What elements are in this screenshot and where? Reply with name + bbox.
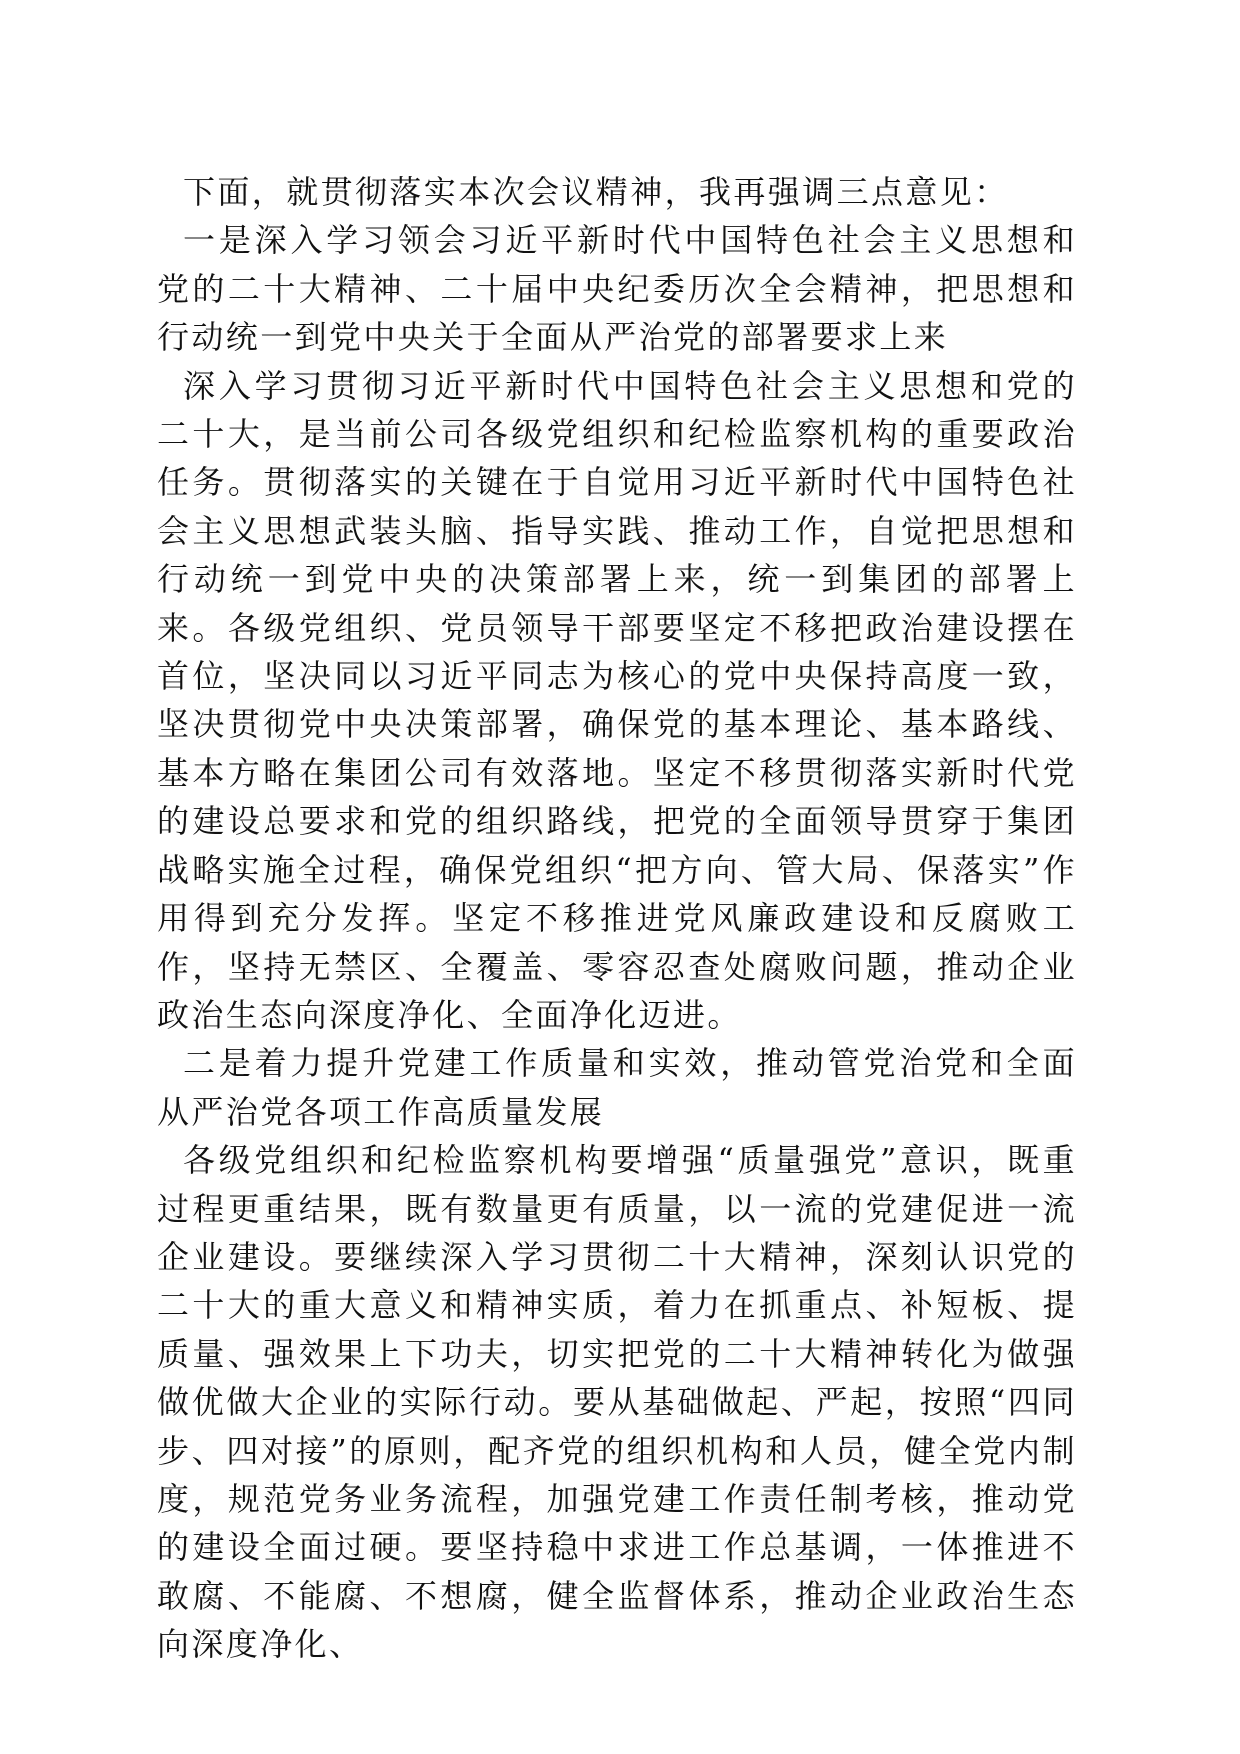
paragraph-intro: 下面，就贯彻落实本次会议精神，我再强调三点意见： [183, 173, 1009, 211]
document-body [157, 168, 1077, 1669]
paragraph-body-2: 各级党组织和纪检监察机构要增强“质量强党”意识，既重过程更重结果，既有数量更有质量，以一流的党建促进一流企业建设。要继续深入学习贯彻二十大精神，深刻认识党的二十大的重大意义和精神实质，着力在抓重点、补短板、提质量、强效果上下功夫，切实把党的二十大精神转化为做强做优做大企业的实际行动。要从基础做起、严起，按照“四同步、四对接”的原则，配齐党的组织机构和人员，健全党内制度，规范党务业务流程，加强党建工作责任制考核，推动党的建设全面过硬。要坚持稳中求进工作总基调，一体推进不敢腐、不能腐、不想腐，健全监督体系，推动企业政治生态向深度净化、 [157, 1141, 1077, 1664]
section-heading-1: 一是深入学习领会习近平新时代中国特色社会主义思想和党的二十大精神、二十届中央纪委历次全会精神，把思想和行动统一到党中央关于全面从严治党的部署要求上来 [157, 221, 1077, 357]
paragraph-body-1: 深入学习贯彻习近平新时代中国特色社会主义思想和党的二十大，是当前公司各级党组织和纪检监察机构的重要政治任务。贯彻落实的关键在于自觉用习近平新时代中国特色社会主义思想武装头脑、指导实践、推动工作，自觉把思想和行动统一到党中央的决策部署上来，统一到集团的部署上来。各级党组织、党员领导干部要坚定不移把政治建设摆在首位，坚决同以习近平同志为核心的党中央保持高度一致，坚决贯彻党中央决策部署，确保党的基本理论、基本路线、基本方略在集团公司有效落地。坚定不移贯彻落实新时代党的建设总要求和党的组织路线，把党的全面领导贯穿于集团战略实施全过程，确保党组织“把方向、管大局、保落实”作用得到充分发挥。坚定不移推进党风廉政建设和反腐败工作，坚持无禁区、全覆盖、零容忍查处腐败问题，推动企业政治生态向深度净化、全面净化迈进。 [157, 366, 1077, 1034]
section-heading-2: 二是着力提升党建工作质量和实效，推动管党治党和全面从严治党各项工作高质量发展 [157, 1044, 1077, 1131]
